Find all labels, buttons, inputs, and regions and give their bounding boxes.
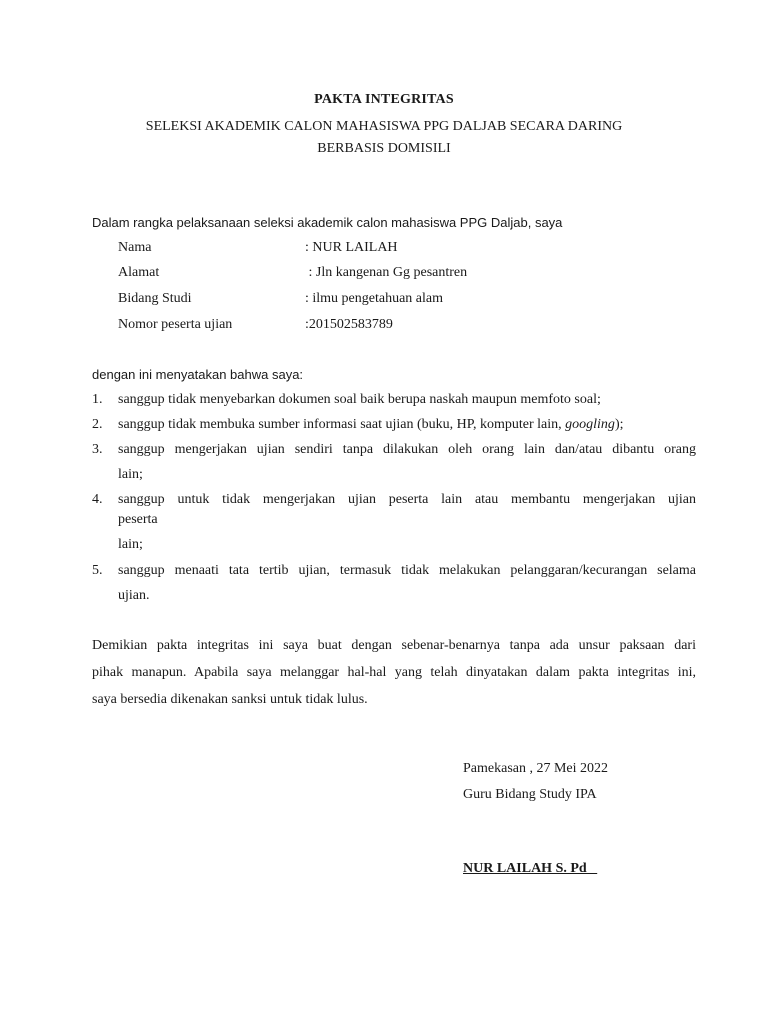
field-label-alamat: Alamat xyxy=(118,265,160,280)
document-title: PAKTA INTEGRITAS xyxy=(314,92,454,107)
list-item-text: sanggup mengerjakan ujian sendiri tanpa dilakukan oleh orang lain dan/atau dibantu orang xyxy=(118,442,696,457)
closing-line: Demikian pakta integritas ini saya buat dengan sebenar-benarnya tanpa ada unsur paksaan dari xyxy=(92,638,696,653)
document-subtitle-line2: BERBASIS DOMISILI xyxy=(317,141,451,156)
list-item-text: sanggup menaati tata tertib ujian, termasuk tidak melakukan pelanggaran/kecurangan selama xyxy=(118,563,696,578)
list-item-text-part: ); xyxy=(614,417,624,432)
list-item-text: sanggup tidak menyebarkan dokumen soal baik berupa naskah maupun memfoto soal; xyxy=(118,392,601,407)
field-value-nomor-peserta: :201502583789 xyxy=(305,317,393,332)
list-item-number: 2. xyxy=(92,417,103,432)
list-item-text-wrap: peserta xyxy=(118,512,158,527)
list-item-number: 5. xyxy=(92,563,103,578)
list-item-text-part: sanggup tidak membuka sumber informasi saat ujian (buku, HP, komputer lain, xyxy=(118,417,566,432)
field-label-nomor-peserta: Nomor peserta ujian xyxy=(118,317,233,332)
closing-line: saya bersedia dikenakan sanksi untuk tidak lulus. xyxy=(92,692,368,707)
closing-paragraph xyxy=(92,632,696,713)
closing-line: pihak manapun. Apabila saya melanggar hal-hal yang telah dinyatakan dalam pakta integritas ini, xyxy=(92,665,696,680)
intro-text: Dalam rangka pelaksanaan seleksi akademik calon mahasiswa PPG Daljab, saya xyxy=(92,215,563,230)
signatory-name: NUR LAILAH S. Pd xyxy=(463,861,598,876)
list-item-continuation: lain; xyxy=(118,467,143,482)
list-item-text xyxy=(118,417,696,433)
document-subtitle-line1: SELEKSI AKADEMIK CALON MAHASISWA PPG DALJAB SECARA DARING xyxy=(145,119,623,134)
list-item-number: 4. xyxy=(92,492,103,507)
field-label-nama: Nama xyxy=(118,240,152,255)
list-item-continuation: ujian. xyxy=(118,588,150,603)
list-item-number: 3. xyxy=(92,442,103,457)
field-label-bidang-studi: Bidang Studi xyxy=(118,291,192,306)
field-value-nama: : NUR LAILAH xyxy=(305,240,398,255)
statement-intro: dengan ini menyatakan bahwa saya: xyxy=(92,367,304,382)
field-value-alamat: : Jln kangenan Gg pesantren xyxy=(305,265,468,280)
list-item-text: sanggup untuk tidak mengerjakan ujian peserta lain atau membantu mengerjakan ujian xyxy=(118,492,696,507)
list-item-number: 1. xyxy=(92,392,103,407)
signatory-role: Guru Bidang Study IPA xyxy=(463,787,597,802)
list-item-continuation: lain; xyxy=(118,537,143,552)
place-date: Pamekasan , 27 Mei 2022 xyxy=(463,761,609,776)
list-item-italic-term: googling xyxy=(565,417,615,432)
field-value-bidang-studi: : ilmu pengetahuan alam xyxy=(305,291,444,306)
